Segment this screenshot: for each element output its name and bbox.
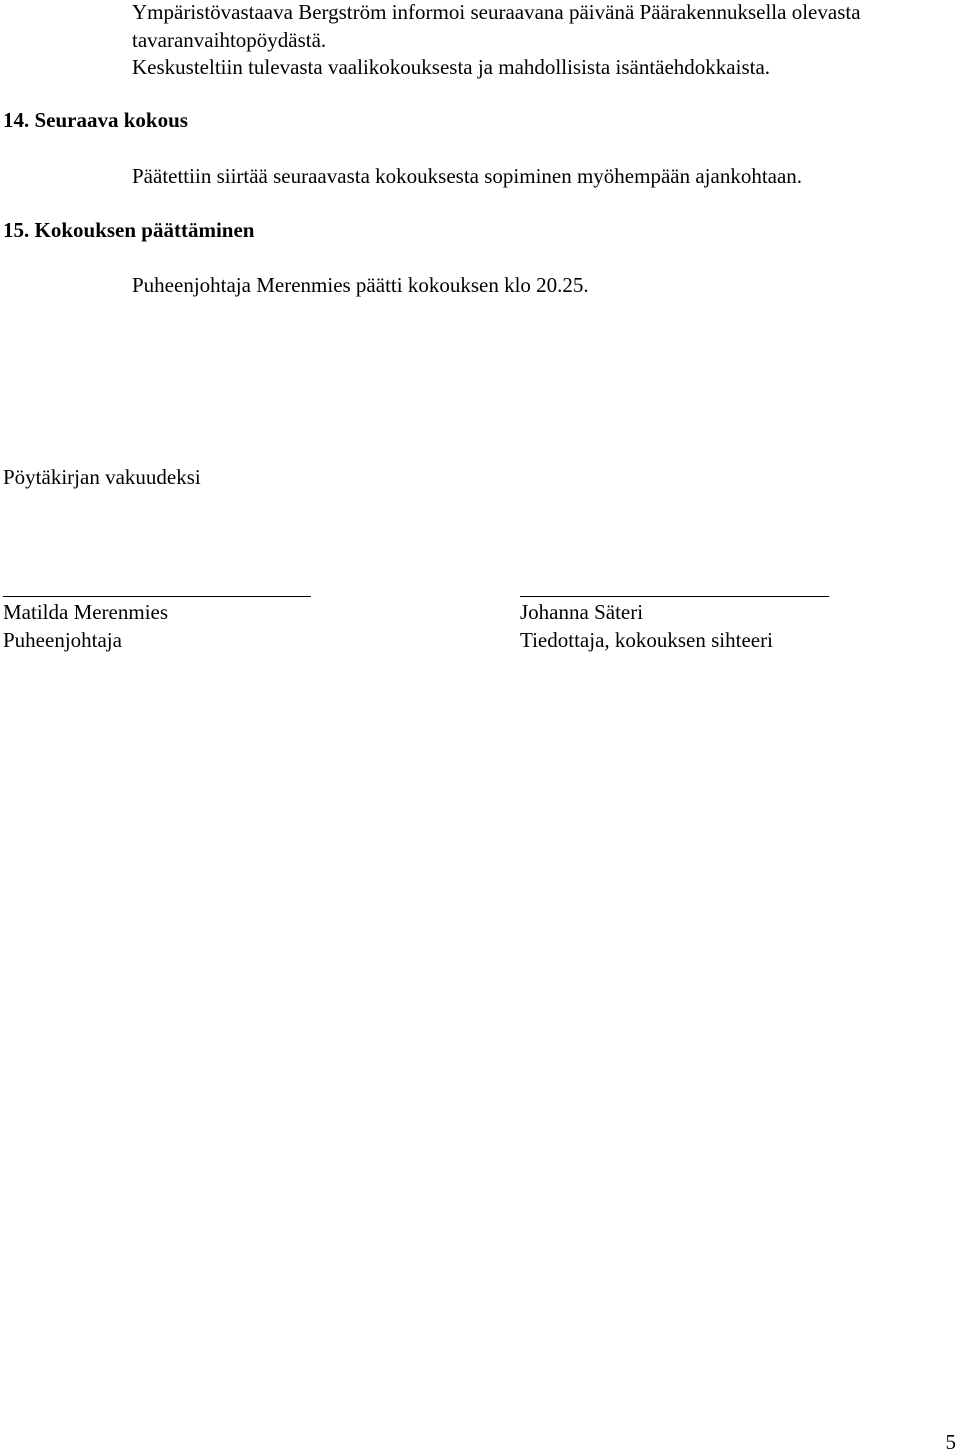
attestation-text: Pöytäkirjan vakuudeksi: [3, 465, 201, 489]
signature-line-left: [3, 596, 311, 597]
section-15-body: Puheenjohtaja Merenmies päätti kokouksen klo 20.25.: [132, 273, 589, 297]
section-15-heading: 15. Kokouksen päättäminen: [3, 218, 255, 242]
section-14-heading: 14. Seuraava kokous: [3, 108, 188, 132]
intro-line-2: tavaranvaihtopöydästä.: [132, 28, 327, 52]
intro-line-1: Ympäristövastaava Bergström informoi seuraavana päivänä Päärakennuksella olevasta: [132, 0, 861, 24]
signatory-name-left: Matilda Merenmies: [3, 600, 169, 624]
section-14-body: Päätettiin siirtää seuraavasta kokouksesta sopiminen myöhempään ajankohtaan.: [132, 164, 803, 188]
signatory-name-right: Johanna Säteri: [520, 600, 644, 624]
signatory-role-left: Puheenjohtaja: [3, 628, 122, 652]
signature-line-right: [520, 596, 829, 597]
signatory-role-right: Tiedottaja, kokouksen sihteeri: [520, 628, 773, 652]
page-number: 5: [945, 1430, 956, 1454]
intro-line-3: Keskusteltiin tulevasta vaalikokouksesta ja mahdollisista isäntäehdokkaista.: [132, 55, 771, 79]
